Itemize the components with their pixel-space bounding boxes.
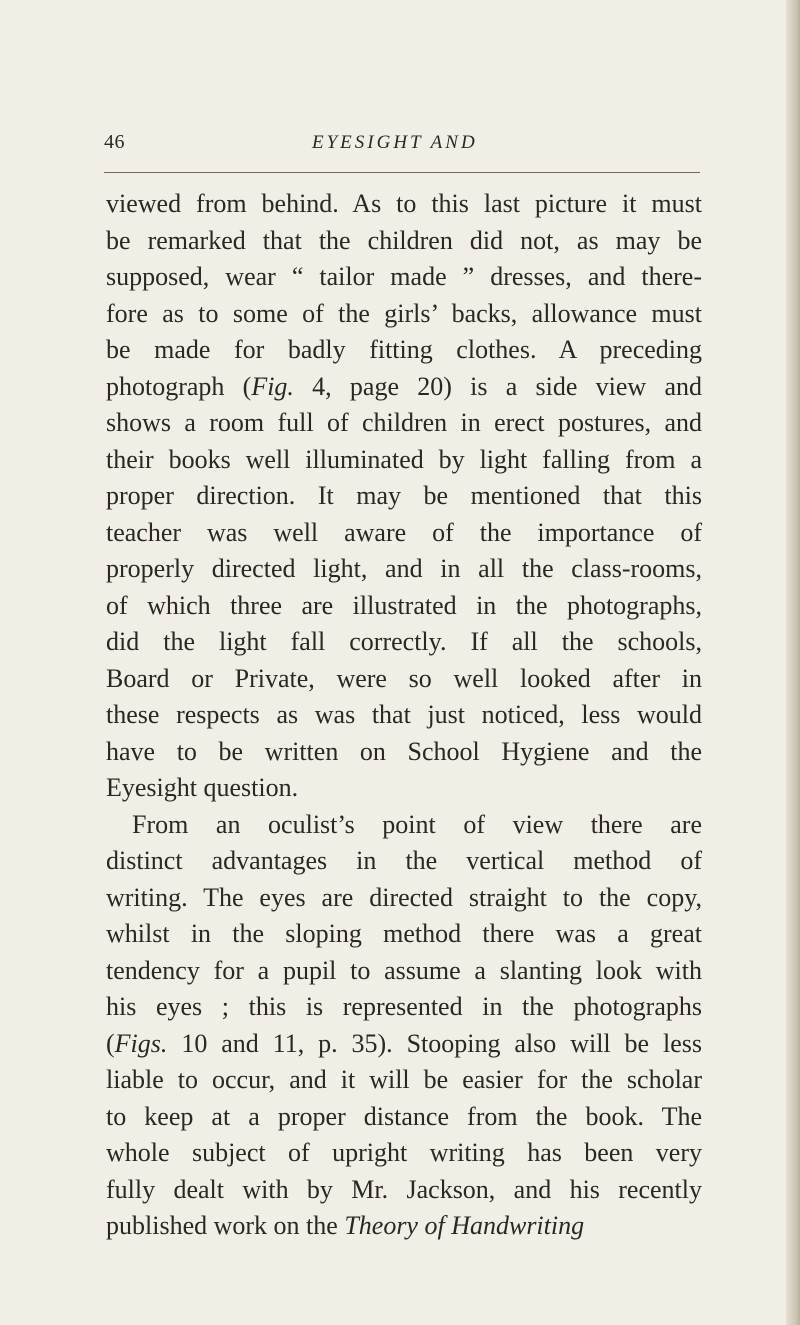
text-line: (Figs. 10 and 11, p. 35). Stooping also will be less (106, 1028, 702, 1058)
text-line: to keep at a proper distance from the book. The (106, 1101, 702, 1131)
page-edge-shadow (786, 0, 800, 1325)
text-line: their books well illuminated by light falling from a (106, 444, 702, 474)
text-line: have to be written on School Hygiene and the (106, 736, 702, 766)
text-line: supposed, wear “ tailor made ” dresses, and there- (106, 262, 702, 291)
text-line: viewed from behind. As to this last picture it must (106, 189, 702, 218)
text-line: properly directed light, and in all the class-rooms, (106, 554, 702, 583)
running-title: EYESIGHT AND (312, 132, 478, 153)
text-line: Eyesight question. (106, 773, 299, 802)
text-line: did the light fall correctly. If all the schools, (106, 627, 702, 656)
text-line: fully dealt with by Mr. Jackson, and his recently (106, 1174, 702, 1204)
text-line: whole subject of upright writing has been very (106, 1138, 702, 1167)
text-line: liable to occur, and it will be easier for the scholar (106, 1065, 702, 1094)
paragraph-start-line: From an oculist’s point of view there are (132, 809, 702, 839)
figure-reference: Fig. (251, 371, 294, 401)
text-line: proper direction. It may be mentioned that this (106, 481, 702, 510)
header-rule (104, 172, 700, 173)
page-number: 46 (104, 131, 125, 153)
text-line: teacher was well aware of the importance of (106, 517, 702, 547)
text-line: photograph (Fig. 4, page 20) is a side view and (106, 371, 702, 401)
book-title: Theory of Handwriting (344, 1211, 585, 1240)
figure-reference: Figs. (114, 1028, 168, 1058)
text-line: these respects as was that just noticed, less would (106, 700, 702, 729)
text-line: be made for badly fitting clothes. A preceding (106, 335, 702, 364)
text-line: of which three are illustrated in the photographs, (106, 590, 702, 620)
text-line: whilst in the sloping method there was a great (106, 919, 702, 948)
text-line: fore as to some of the girls’ backs, allowance must (106, 298, 702, 328)
text-line: Board or Private, were so well looked after in (106, 663, 702, 693)
text-line: his eyes ; this is represented in the photographs (106, 992, 702, 1021)
running-head (104, 131, 704, 163)
text-line: shows a room full of children in erect postures, and (106, 408, 702, 437)
text-line: be remarked that the children did not, as may be (106, 225, 702, 255)
body-text (106, 186, 706, 1245)
text-line: writing. The eyes are directed straight to the copy, (106, 882, 702, 912)
text-line: tendency for a pupil to assume a slanting look with (106, 955, 702, 985)
text-line: published work on the Theory of Handwriting (106, 1211, 585, 1240)
text-line: distinct advantages in the vertical method of (106, 846, 702, 875)
